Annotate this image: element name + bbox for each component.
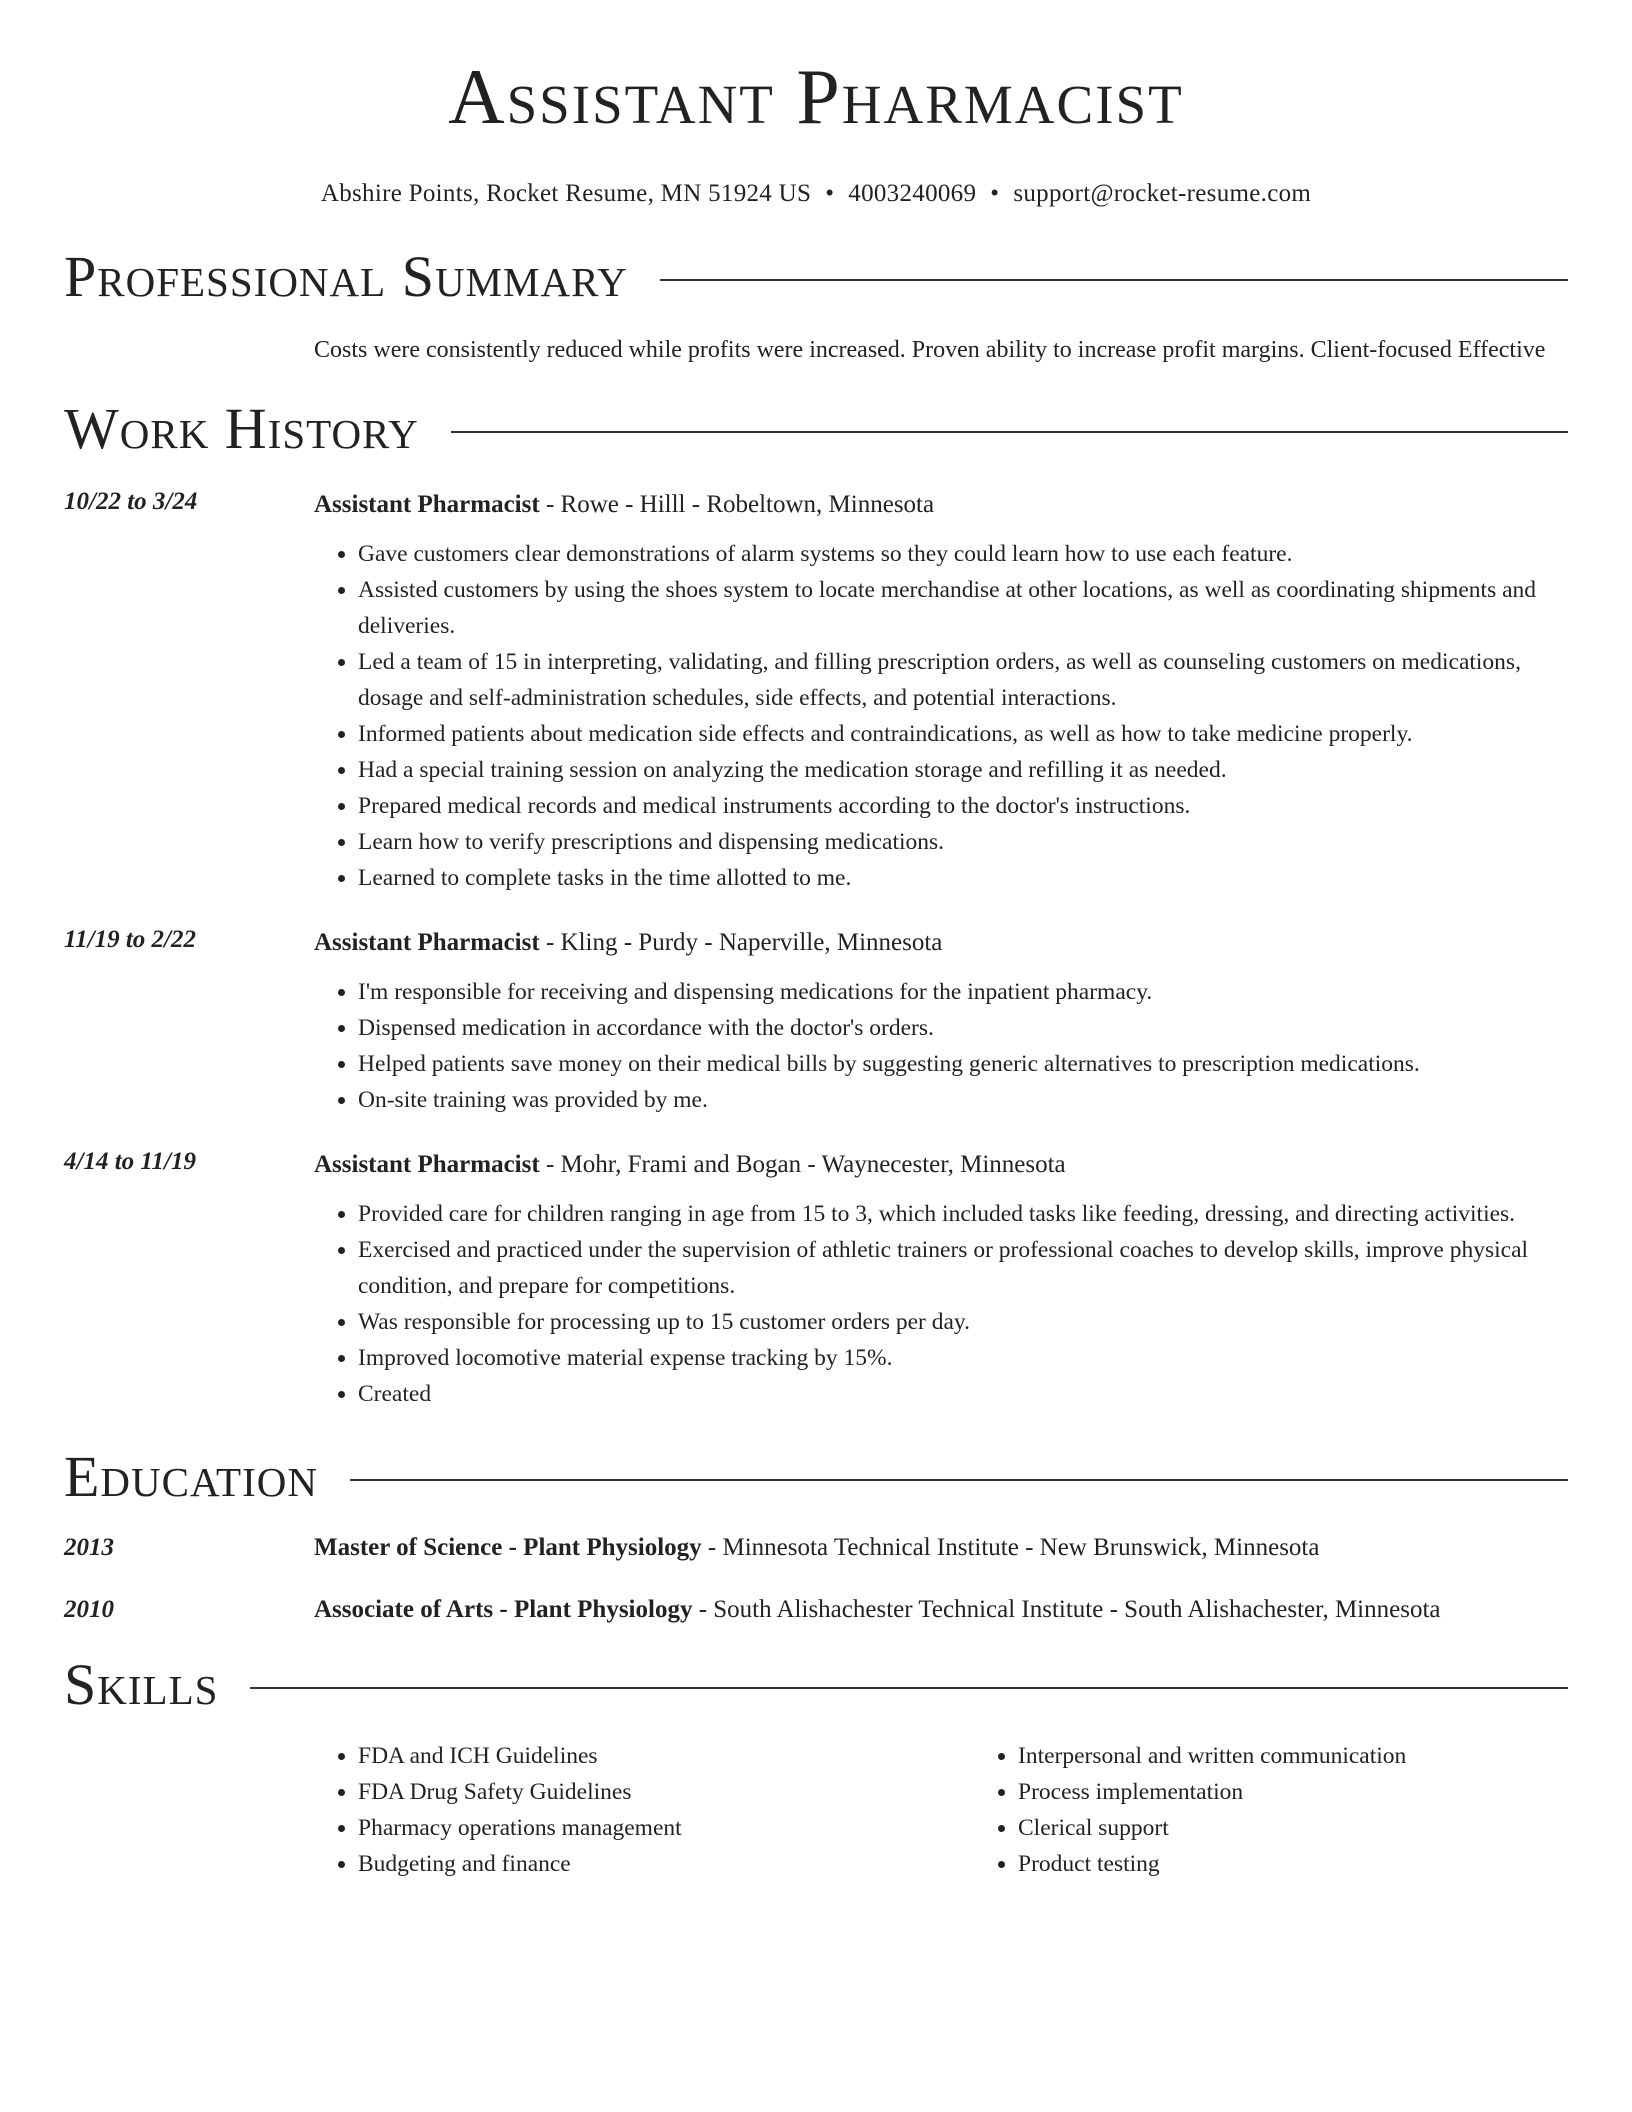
- job-employer: - Kling - Purdy - Naperville, Minnesota: [539, 929, 943, 956]
- contact-phone: 4003240069: [848, 180, 977, 207]
- summary-text: Costs were consistently reduced while profits were increased. Proven ability to increase profit margins. Client-focused Effective: [314, 337, 1546, 363]
- skill-item: • FDA and ICH Guidelines: [358, 1738, 974, 1774]
- job-bullet: • Created: [358, 1376, 1568, 1412]
- section-header-work: [64, 396, 1568, 461]
- job-bullet: • Assisted customers by using the shoes system to locate merchandise at other locations, as well as coordinating shipments and deliveries.: [358, 572, 1568, 644]
- education-year: 2010: [64, 1596, 114, 1623]
- education-school: - Minnesota Technical Institute - New Brunswick, Minnesota: [701, 1534, 1320, 1561]
- job-bullets: [314, 1196, 1568, 1412]
- summary-spacer: [64, 332, 314, 368]
- job-bullet: • Exercised and practiced under the supervision of athletic trainers or professional coaches to develop skills, improve physical condition, and prepare for competitions.: [358, 1232, 1568, 1304]
- candidate-name: Assistant Pharmacist: [448, 53, 1184, 140]
- education-list: [64, 1534, 1568, 1624]
- summary-row: [64, 332, 1568, 368]
- job-bullet: • Gave customers clear demonstrations of alarm systems so they could learn how to use each feature.: [358, 536, 1568, 572]
- job-bullet: • On-site training was provided by me.: [358, 1082, 1568, 1118]
- job-entry: [64, 926, 1568, 1118]
- education-entry: [64, 1596, 1568, 1624]
- section-title-skills: Skills: [64, 1652, 219, 1717]
- job-title: Assistant Pharmacist: [314, 491, 540, 518]
- contact-line: [64, 180, 1568, 208]
- skill-item: • Pharmacy operations management: [358, 1810, 974, 1846]
- section-title-work: Work History: [64, 396, 419, 461]
- skill-item: • Product testing: [1018, 1846, 1632, 1882]
- education-body: [314, 1534, 1568, 1562]
- section-header-skills: [64, 1652, 1568, 1717]
- education-body: [314, 1596, 1568, 1624]
- skill-item: • Budgeting and finance: [358, 1846, 974, 1882]
- job-bullet: • Provided care for children ranging in age from 15 to 3, which included tasks like feeding, dressing, and directing activities.: [358, 1196, 1568, 1232]
- skill-item: • Process implementation: [1018, 1774, 1632, 1810]
- job-bullets: [314, 974, 1568, 1118]
- job-bullet: • Had a special training session on analyzing the medication storage and refilling it as needed.: [358, 752, 1568, 788]
- job-title: Assistant Pharmacist: [314, 929, 540, 956]
- skills-row: [64, 1714, 1568, 1882]
- education-degree: Associate of Arts - Plant Physiology: [314, 1596, 693, 1623]
- job-bullets: [314, 536, 1568, 896]
- job-heading: [314, 488, 1568, 522]
- section-header-summary: [64, 244, 1568, 309]
- section-title-education: Education: [64, 1444, 318, 1509]
- job-heading: [314, 1148, 1568, 1182]
- job-bullet: • Learned to complete tasks in the time allotted to me.: [358, 860, 1568, 896]
- job-bullet: • Informed patients about medication side effects and contraindications, as well as how to take medicine properly.: [358, 716, 1568, 752]
- skills-list-left: [314, 1738, 974, 1882]
- job-bullet: • I'm responsible for receiving and dispensing medications for the inpatient pharmacy.: [358, 974, 1568, 1010]
- job-dates: 4/14 to 11/19: [64, 1148, 196, 1175]
- skill-item: • FDA Drug Safety Guidelines: [358, 1774, 974, 1810]
- job-bullet: • Learn how to verify prescriptions and dispensing medications.: [358, 824, 1568, 860]
- contact-email: support@rocket-resume.com: [1013, 180, 1312, 207]
- job-employer: - Rowe - Hilll - Robeltown, Minnesota: [539, 491, 935, 518]
- skill-item: • Interpersonal and written communication: [1018, 1738, 1632, 1774]
- job-bullet: • Led a team of 15 in interpreting, validating, and filling prescription orders, as well as counseling customers on medications, dosage and self-administration schedules, side effects, and potential interactions.: [358, 644, 1568, 716]
- section-divider: [350, 1479, 1568, 1481]
- job-body: [314, 926, 1568, 1118]
- job-dates: 11/19 to 2/22: [64, 926, 196, 953]
- skills-list-right: [974, 1738, 1632, 1882]
- job-body: [314, 1148, 1568, 1412]
- education-year: 2013: [64, 1534, 114, 1561]
- job-entry: [64, 488, 1568, 896]
- skill-item: • Clerical support: [1018, 1810, 1632, 1846]
- job-bullet: • Dispensed medication in accordance with the doctor's orders.: [358, 1010, 1568, 1046]
- job-bullet: • Prepared medical records and medical instruments according to the doctor's instructions.: [358, 788, 1568, 824]
- job-bullet: • Was responsible for processing up to 15 customer orders per day.: [358, 1304, 1568, 1340]
- job-heading: [314, 926, 1568, 960]
- skills-columns: [314, 1738, 1632, 1882]
- contact-separator: •: [825, 180, 835, 207]
- job-entry: [64, 1148, 1568, 1412]
- job-employer: - Mohr, Frami and Bogan - Waynecester, Minnesota: [539, 1151, 1066, 1178]
- work-history-list: [64, 488, 1568, 1412]
- job-body: [314, 488, 1568, 896]
- contact-address: Abshire Points, Rocket Resume, MN 51924 US: [320, 180, 812, 207]
- section-divider: [451, 431, 1568, 433]
- education-entry: [64, 1534, 1568, 1562]
- job-title: Assistant Pharmacist: [314, 1151, 540, 1178]
- resume-page: [64, 0, 1568, 1882]
- section-title-summary: Professional Summary: [64, 244, 628, 309]
- education-degree: Master of Science - Plant Physiology: [314, 1534, 702, 1561]
- section-divider: [660, 279, 1568, 281]
- education-school: - South Alishachester Technical Institute - South Alishachester, Minnesota: [692, 1596, 1441, 1623]
- section-divider: [250, 1687, 1568, 1689]
- skills-spacer: [64, 1714, 314, 1882]
- job-bullet: • Helped patients save money on their medical bills by suggesting generic alternatives to prescription medications.: [358, 1046, 1568, 1082]
- job-dates: 10/22 to 3/24: [64, 488, 198, 515]
- section-header-education: [64, 1444, 1568, 1509]
- contact-separator: •: [990, 180, 1000, 207]
- job-bullet: • Improved locomotive material expense tracking by 15%.: [358, 1340, 1568, 1376]
